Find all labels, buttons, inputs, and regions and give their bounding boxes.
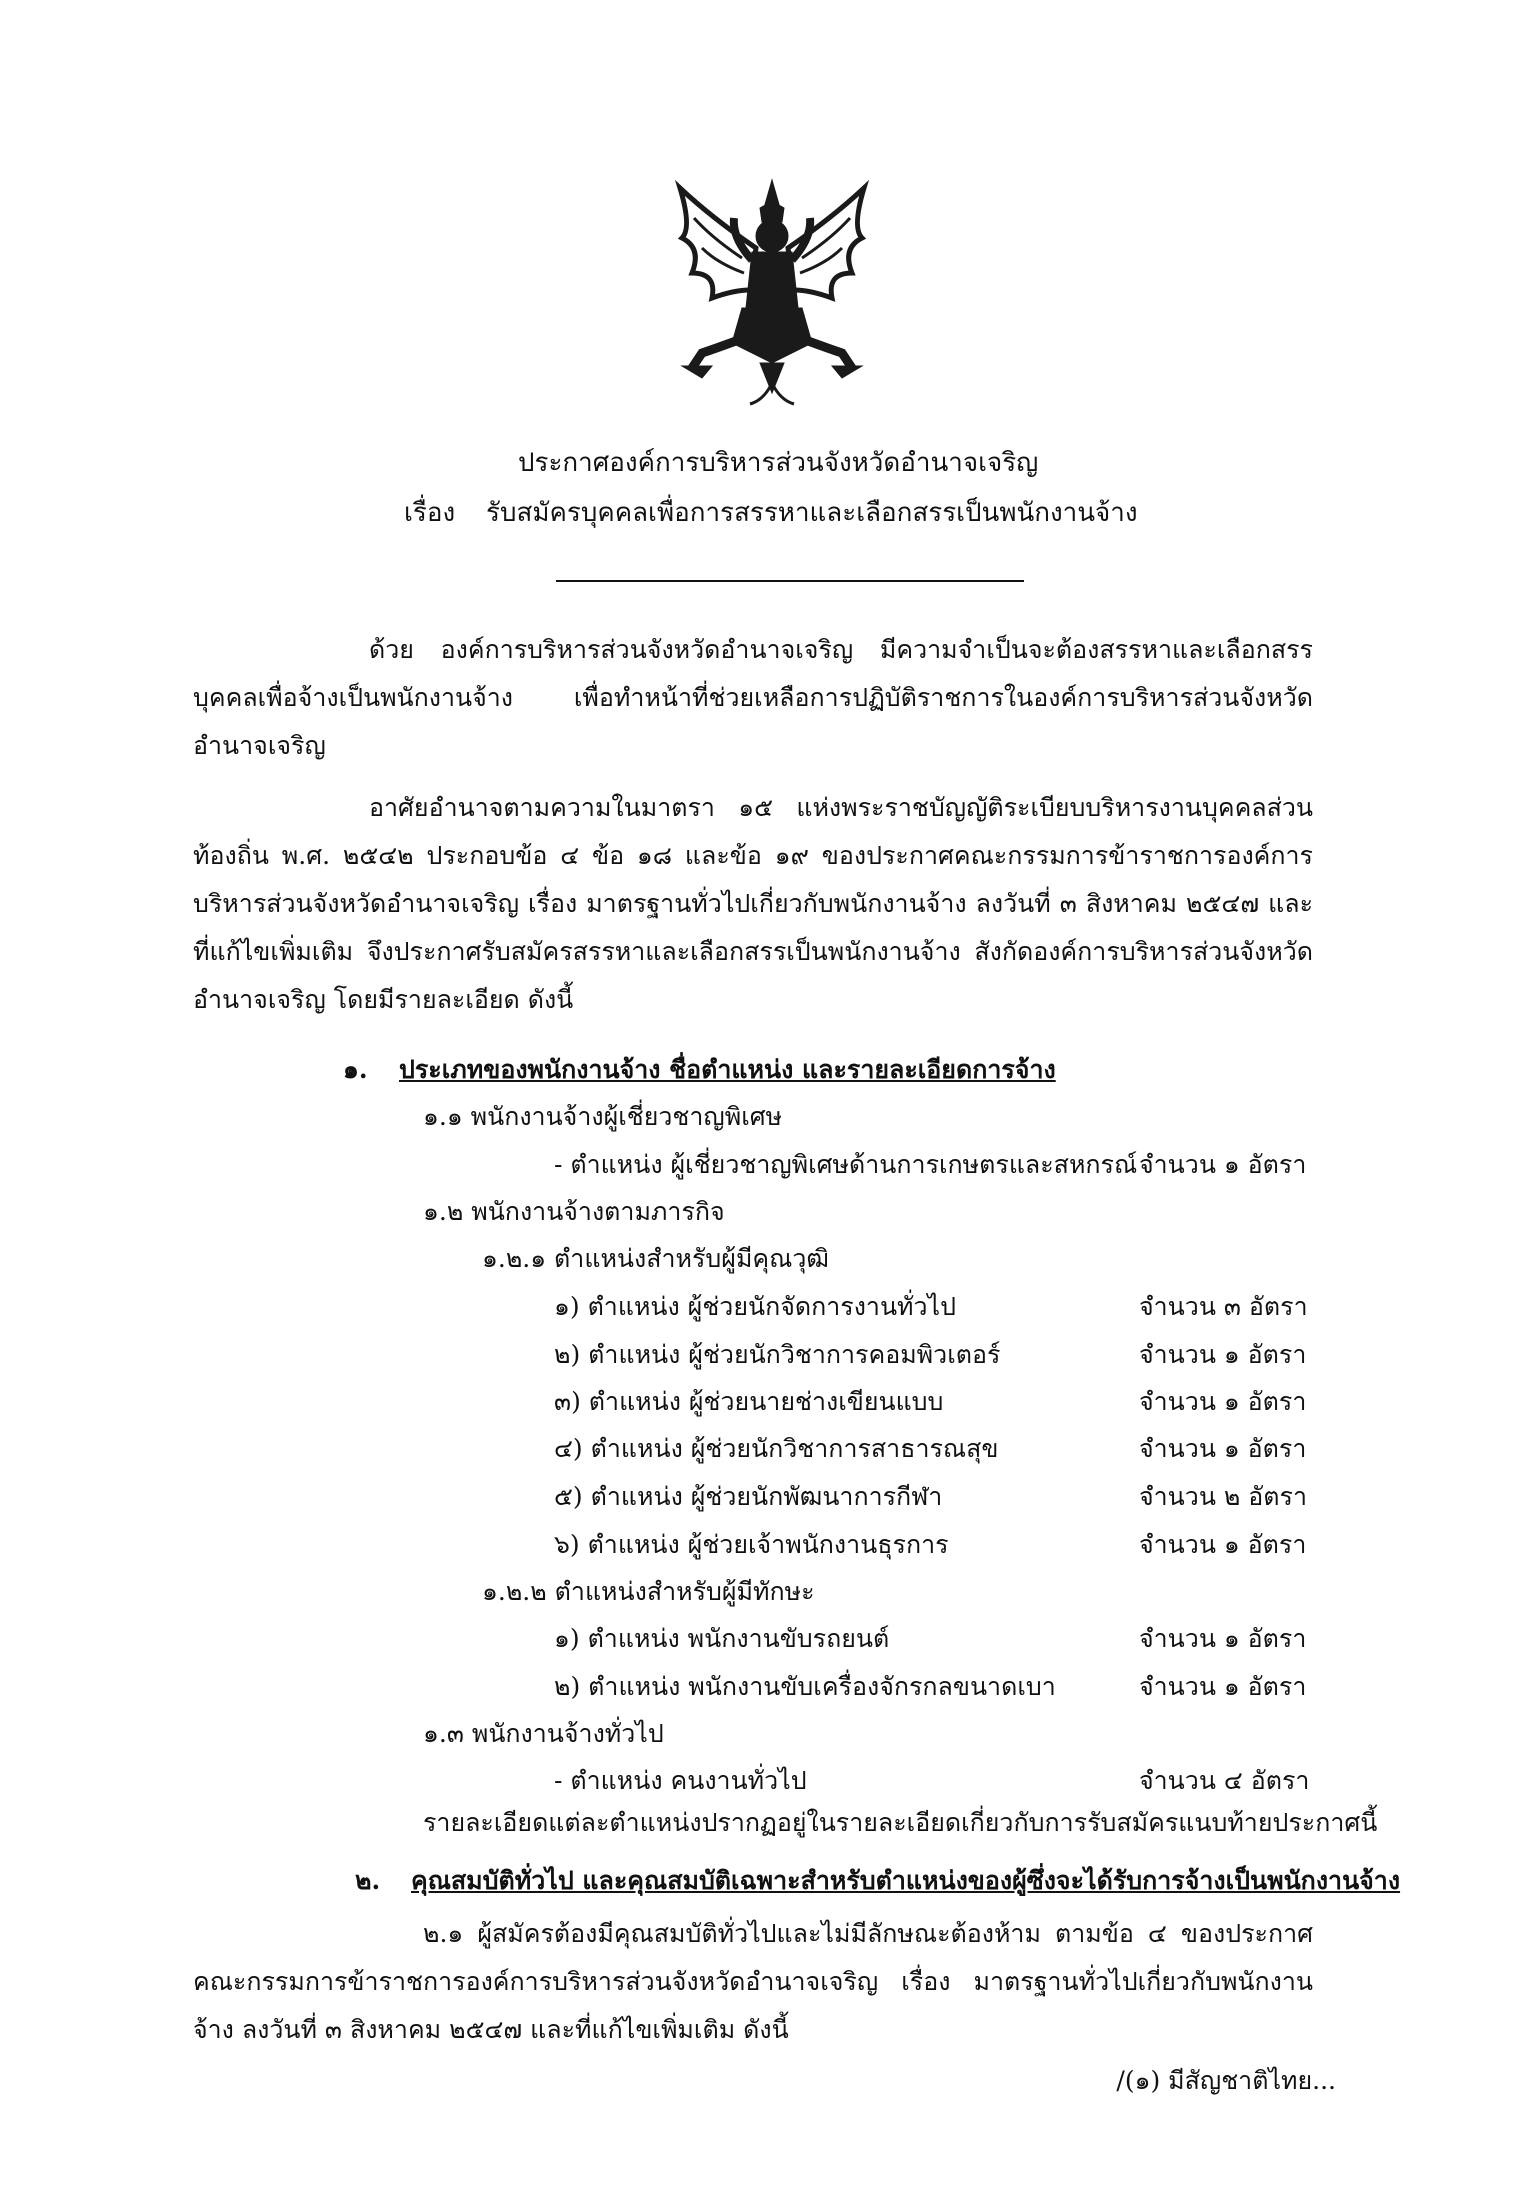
- position-line-count: จำนวน ๔ อัตรา: [1139, 1766, 1310, 1795]
- position-line-name: ๔) ตำแหน่ง ผู้ช่วยนักวิชาการสาธารณสุข: [554, 1434, 999, 1463]
- position-line-count: จำนวน ๑ อัตรา: [1139, 1434, 1307, 1463]
- position-line-name: ๒) ตำแหน่ง พนักงานขับเครื่องจักรกลขนาดเบา: [554, 1672, 1056, 1701]
- position-line-count: จำนวน ๓ อัตรา: [1139, 1292, 1308, 1321]
- position-line-count: จำนวน ๑ อัตรา: [1139, 1672, 1307, 1701]
- position-line-count: จำนวน ๑ อัตรา: [1139, 1530, 1307, 1559]
- position-line-name: ๑) ตำแหน่ง พนักงานขับรถยนต์: [554, 1624, 890, 1653]
- position-line-name: ๑.๓ พนักงานจ้างทั่วไป: [423, 1719, 664, 1748]
- position-line: [0, 1624, 1536, 1662]
- intro-paragraph-2: [193, 784, 1313, 1024]
- position-line: [0, 1102, 1536, 1140]
- section-1-title: ประเภทของพนักงานจ้าง ชื่อตำแหน่ง และรายละเอียดการจ้าง: [399, 1055, 1056, 1084]
- position-line: [0, 1434, 1536, 1472]
- section-2-heading: [355, 1866, 1400, 1896]
- subject-text: รับสมัครบุคคลเพื่อการสรรหาและเลือกสรรเป็นพนักงานจ้าง: [486, 498, 1138, 528]
- position-line: [0, 1577, 1536, 1615]
- position-line-name: ๓) ตำแหน่ง ผู้ช่วยนายช่างเขียนแบบ: [554, 1387, 944, 1416]
- announcement-title: ประกาศองค์การบริหารส่วนจังหวัดอำนาจเจริญ: [518, 448, 1039, 478]
- section-1-heading: [343, 1055, 1056, 1085]
- position-line-name: ๑.๑ พนักงานจ้างผู้เชี่ยวชาญพิเศษ: [423, 1102, 783, 1131]
- intro-paragraph-1-text: ด้วย องค์การบริหารส่วนจังหวัดอำนาจเจริญ มีความจำเป็นจะต้องสรรหาและเลือกสรรบุคคลเพื่อจ้างเป็นพนักงานจ้าง เพื่อทำหน้าที่ช่วยเหลือการปฏิบัติราชการในองค์การบริหารส่วนจังหวัดอำนาจเจริญ: [193, 635, 1313, 760]
- garuda-emblem-icon: [672, 178, 872, 408]
- position-line-name: ๕) ตำแหน่ง ผู้ช่วยนักพัฒนาการกีฬา: [554, 1482, 943, 1511]
- position-line-count: จำนวน ๑ อัตรา: [1139, 1150, 1307, 1179]
- position-line-count: จำนวน ๒ อัตรา: [1139, 1482, 1307, 1511]
- position-line-name: - ตำแหน่ง ผู้เชี่ยวชาญพิเศษด้านการเกษตรและสหกรณ์: [554, 1150, 1138, 1179]
- position-line: [0, 1766, 1536, 1804]
- position-line-count: จำนวน ๑ อัตรา: [1139, 1340, 1307, 1369]
- position-line: [0, 1387, 1536, 1425]
- position-line-name: ๑.๒.๒ ตำแหน่งสำหรับผู้มีทักษะ: [482, 1577, 815, 1606]
- position-line-name: ๒) ตำแหน่ง ผู้ช่วยนักวิชาการคอมพิวเตอร์: [554, 1340, 1001, 1369]
- position-line-count: จำนวน ๑ อัตรา: [1139, 1387, 1307, 1416]
- position-line-name: - ตำแหน่ง คนงานทั่วไป: [554, 1766, 807, 1795]
- position-line: [0, 1530, 1536, 1568]
- section-2-number: ๒.: [355, 1866, 381, 1895]
- position-line: [0, 1340, 1536, 1378]
- position-line: [0, 1719, 1536, 1757]
- position-line-name: ๑.๒.๑ ตำแหน่งสำหรับผู้มีคุณวุฒิ: [482, 1244, 829, 1273]
- section-1-note: รายละเอียดแต่ละตำแหน่งปรากฏอยู่ในรายละเอียดเกี่ยวกับการรับสมัครแนบท้ายประกาศนี้: [423, 1808, 1378, 1837]
- position-line: [0, 1150, 1536, 1188]
- position-line: [0, 1482, 1536, 1520]
- position-line-name: ๖) ตำแหน่ง ผู้ช่วยเจ้าพนักงานธุรการ: [554, 1530, 949, 1559]
- intro-paragraph-1: [193, 626, 1313, 770]
- position-line: [0, 1244, 1536, 1282]
- position-line-name: ๑) ตำแหน่ง ผู้ช่วยนักจัดการงานทั่วไป: [554, 1292, 956, 1321]
- announcement-subject: [404, 498, 1138, 529]
- position-line: [0, 1197, 1536, 1235]
- intro-paragraph-2-text: อาศัยอำนาจตามความในมาตรา ๑๕ แห่งพระราชบัญญัติระเบียบบริหารงานบุคคลส่วนท้องถิ่น พ.ศ. ๒๕๔๒ ประกอบข้อ ๔ ข้อ ๑๘ และข้อ ๑๙ ของประกาศคณะกรรมการข้าราชการองค์การบริหารส่วนจังหวัดอำนาจเจริญ เรื่อง มาตรฐานทั่วไปเกี่ยวกับพนักงานจ้าง ลงวันที่ ๓ สิงหาคม ๒๕๔๗ และที่แก้ไขเพิ่มเติม จึงประกาศรับสมัครสรรหาและเลือกสรรเป็นพนักงานจ้าง สังกัดองค์การบริหารส่วนจังหวัดอำนาจเจริญ โดยมีรายละเอียด ดังนี้: [193, 793, 1313, 1014]
- position-line-name: ๑.๒ พนักงานจ้างตามภารกิจ: [423, 1197, 725, 1226]
- section-2-paragraph-text: ๒.๑ ผู้สมัครต้องมีคุณสมบัติทั่วไปและไม่มีลักษณะต้องห้าม ตามข้อ ๔ ของประกาศคณะกรรมการข้าราชการองค์การบริหารส่วนจังหวัดอำนาจเจริญ เรื่อง มาตรฐานทั่วไปเกี่ยวกับพนักงานจ้าง ลงวันที่ ๓ สิงหาคม ๒๕๔๗ และที่แก้ไขเพิ่มเติม ดังนี้: [193, 1919, 1313, 2044]
- section-2-paragraph: [193, 1910, 1313, 2054]
- subject-label: เรื่อง: [404, 498, 456, 528]
- position-line-count: จำนวน ๑ อัตรา: [1139, 1624, 1307, 1653]
- position-line: [0, 1672, 1536, 1710]
- position-line: [0, 1292, 1536, 1330]
- section-2-title: คุณสมบัติทั่วไป และคุณสมบัติเฉพาะสำหรับตำแหน่งของผู้ซึ่งจะได้รับการจ้างเป็นพนักงานจ้าง: [411, 1866, 1401, 1895]
- title-divider: [556, 580, 1024, 582]
- section-1-number: ๑.: [343, 1055, 368, 1084]
- continuation-note: /(๑) มีสัญชาติไทย...: [1116, 2066, 1336, 2095]
